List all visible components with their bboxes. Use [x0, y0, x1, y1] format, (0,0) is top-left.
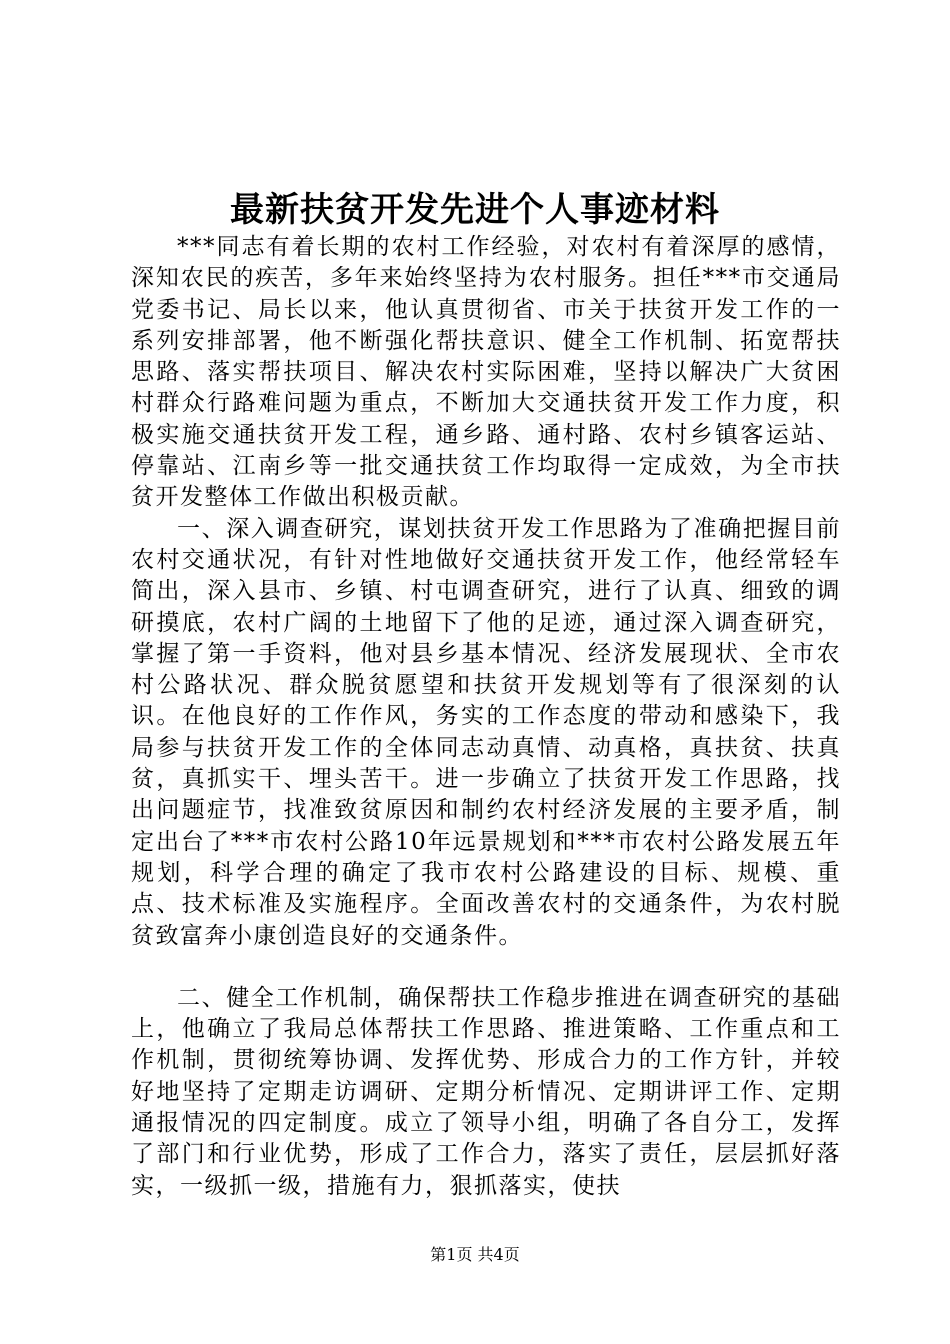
paragraph-section-2: 二、健全工作机制，确保帮扶工作稳步推进在调查研究的基础上，他确立了我局总体帮扶工作思路、推进策略、工作重点和工作机制，贯彻统筹协调、发挥优势、形成合力的工作方针，并较好地坚持了定期走访调研、定期分析情况、定期讲评工作、定期通报情况的四定制度。成立了领导小组，明确了各自分工，发挥了部门和行业优势，形成了工作合力，落实了责任，层层抓好落实，一级抓一级，措施有力，狠抓落实，使扶: [131, 984, 841, 1199]
paragraph-intro: ***同志有着长期的农村工作经验，对农村有着深厚的感情，深知农民的疾苦，多年来始终坚持为农村服务。担任***市交通局党委书记、局长以来，他认真贯彻省、市关于扶贫开发工作的一系列安排部署，他不断强化帮扶意识、健全工作机制、拓宽帮扶思路、落实帮扶项目、解决农村实际困难，坚持以解决广大贫困村群众行路难问题为重点，不断加大交通扶贫开发工作力度，积极实施交通扶贫开发工程，通乡路、通村路、农村乡镇客运站、停靠站、江南乡等一批交通扶贫工作均取得一定成效，为全市扶贫开发整体工作做出积极贡献。: [131, 234, 841, 511]
document-body: [131, 232, 841, 1202]
page-number-footer: 第1页 共4页: [430, 1245, 520, 1264]
paragraph-section-1: 一、深入调查研究，谋划扶贫开发工作思路为了准确把握目前农村交通状况，有针对性地做好交通扶贫开发工作，他经常轻车简出，深入县市、乡镇、村屯调查研究，进行了认真、细致的调研摸底，农村广阔的土地留下了他的足迹，通过深入调查研究，掌握了第一手资料，他对县乡基本情况、经济发展现状、全市农村公路状况、群众脱贫愿望和扶贫开发规划等有了很深刻的认识。在他良好的工作作风，务实的工作态度的带动和感染下，我局参与扶贫开发工作的全体同志动真情、动真格，真扶贫、扶真贫，真抓实干、埋头苦干。进一步确立了扶贫开发工作思路，找出问题症节，找准致贫原因和制约农村经济发展的主要矛盾，制定出台了***市农村公路10年远景规划和***市农村公路发展五年规划，科学合理的确定了我市农村公路建设的目标、规模、重点、技术标准及实施程序。全面改善农村的交通条件，为农村脱贫致富奔小康创造良好的交通条件。: [131, 515, 841, 949]
paragraph-spacer: [131, 952, 841, 983]
document-title: 最新扶贫开发先进个人事迹材料: [230, 190, 720, 230]
